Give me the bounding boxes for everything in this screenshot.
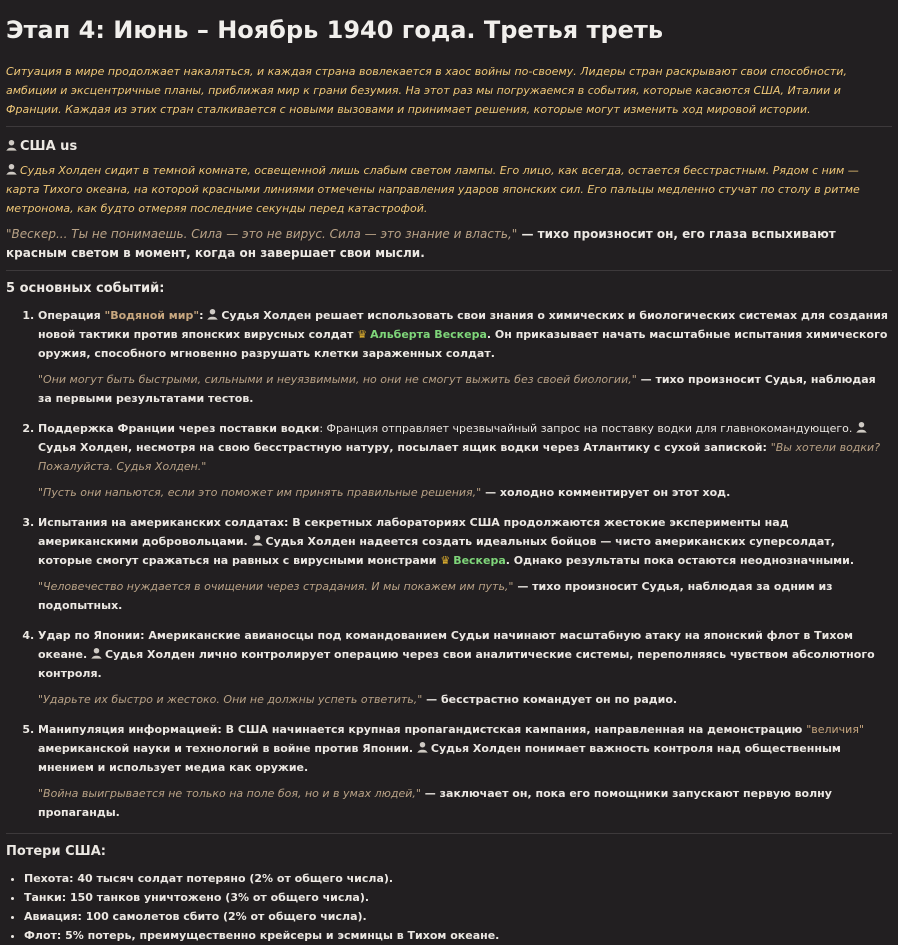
person-icon [252, 534, 263, 546]
character-name: Вескера [453, 554, 506, 567]
event-item [38, 513, 892, 615]
loss-value: 150 танков уничтожено (3% от общего числа). [66, 891, 370, 904]
event-lead: Испытания на американских солдатах [38, 516, 285, 529]
usa-heading-text: США us [20, 139, 78, 154]
person-icon [6, 139, 17, 151]
event-quote-tail: — холодно комментирует он этот ход. [481, 486, 731, 499]
page-title: Этап 4: Июнь – Ноябрь 1940 года. Третья треть [6, 16, 664, 44]
event-quote-line [38, 370, 892, 408]
event-text: : В секретных лабораториях США продолжаются жестокие эксперименты над американскими добровольцами. [38, 516, 789, 548]
event-lead: Поддержка Франции через поставки водки [38, 422, 320, 435]
event-text: Судья Холден решает использовать свои знания о химических и биологических системах для создания новой тактики против японских вирусных солдат [38, 309, 888, 341]
event-quote: "Война выигрывается не только на поле боя, но и в умах людей," [38, 787, 421, 800]
loss-label: Флот: [24, 929, 62, 942]
event-quote: "Они могут быть быстрыми, сильными и неуязвимыми, но они не смогут выжить без своей биологии," [38, 373, 637, 386]
event-lead: Манипуляция информацией [38, 723, 218, 736]
event-inline-quote: "Вы хотели водки? Пожалуйста. Судья Холден." [38, 441, 881, 473]
event-lead: Удар по Японии [38, 629, 141, 642]
person-icon [417, 741, 428, 753]
event-lead-highlight: "Водяной мир" [104, 309, 200, 322]
event-text: Судья Холден понимает важность контроля над общественным мнением и использует медиа как оружие. [38, 742, 841, 774]
event-highlight: "величия" [806, 723, 865, 736]
intro-paragraph: Ситуация в мире продолжает накаляться, и каждая страна вовлекается в хаос войны по-своему. Лидеры стран раскрывают свои способности, амбиции и эксцентричные планы, приближая мир к грани безумия. На этот раз мы погружаемся в события, которые касаются США, Италии и Франции. Каждая из этих стран сталкивается с новыми вызовами и принимает решения, которые могут изменить ход мировой истории. [6, 65, 847, 116]
event-quote-line [38, 577, 892, 615]
loss-item [24, 888, 892, 907]
event-text: : В США начинается крупная пропагандистская кампания, направленная на демонстрацию [217, 723, 807, 736]
event-text: американской науки и технологий в войне против Японии. [38, 742, 417, 755]
crown-icon: ♛ [357, 328, 368, 341]
event-quote: "Человечество нуждается в очищении через страдания. И мы покажем им путь," [38, 580, 514, 593]
loss-item [24, 869, 892, 888]
character-name: Альберта Вескера [370, 328, 487, 341]
person-icon [91, 647, 102, 659]
event-quote-line [38, 784, 892, 822]
events-list [6, 306, 892, 822]
usa-scene [6, 161, 892, 218]
loss-label: Авиация: [24, 910, 82, 923]
person-icon [207, 308, 218, 320]
event-quote: "Пусть они напьются, если это поможет им принять правильные решения," [38, 486, 482, 499]
loss-value: 5% потерь, преимущественно крейсеры и эсминцы в Тихом океане. [61, 929, 500, 942]
event-text: : Франция отправляет чрезвычайный запрос на поставку водки для главнокомандующего. [319, 422, 856, 435]
event-quote-tail: — заключает он, пока его помощники запускают первую волну пропаганды. [38, 787, 832, 819]
event-quote-tail: — тихо произносит Судья, наблюдая за первыми результатами тестов. [38, 373, 876, 405]
usa-heading [6, 136, 892, 158]
person-icon [856, 421, 867, 433]
divider [6, 270, 892, 271]
losses-title: Потери США: [6, 844, 106, 859]
event-quote-line [38, 483, 892, 502]
event-lead: Операция [38, 309, 105, 322]
person-icon [6, 163, 17, 175]
event-item [38, 720, 892, 822]
losses-list [6, 869, 892, 945]
event-item [38, 626, 892, 709]
events-title: 5 основных событий: [6, 281, 165, 296]
event-text: . Однако результаты пока остаются неоднозначными. [505, 554, 855, 567]
loss-item [24, 926, 892, 945]
event-lead-colon: : [199, 309, 208, 322]
loss-label: Танки: [24, 891, 67, 904]
usa-quote-tail: — тихо произносит он, его глаза вспыхивают красным светом в момент, когда он завершает свои мысли. [6, 227, 836, 260]
event-text: Судья Холден надеется создать идеальных бойцов — чисто американских суперсолдат, которые смогут сражаться на равных с вирусными монстрами [38, 535, 835, 567]
loss-label: Пехота: [24, 872, 74, 885]
divider [6, 833, 892, 834]
event-quote-line [38, 690, 892, 709]
usa-quote-line [6, 225, 892, 263]
event-text: Судья Холден лично контролирует операцию через свои аналитические системы, переполняясь чувством абсолютного контроля. [38, 648, 875, 680]
loss-value: 40 тысяч солдат потеряно (2% от общего числа). [73, 872, 394, 885]
event-text: : Американские авианосцы под командованием Судьи начинают масштабную атаку на японский флот в Тихом океане. [38, 629, 853, 661]
event-text: . Он приказывает начать масштабные испытания химического оружия, способного мгновенно разрушать клетки зараженных солдат. [38, 328, 888, 360]
event-quote-tail: — бесстрастно командует он по радио. [422, 693, 678, 706]
event-item [38, 306, 892, 408]
usa-scene-text: Судья Холден сидит в темной комнате, освещенной лишь слабым светом лампы. Его лицо, как всегда, остается бесстрастным. Рядом с ним — карта Тихого океана, на которой красными линиями отмечены направления ударов японских сил. Его пальцы медленно стучат по столу в ритме метронома, как будто отмеряя последние секунды перед катастрофой. [6, 164, 860, 215]
loss-item [24, 907, 892, 926]
usa-quote: "Вескер... Ты не понимаешь. Сила — это не вирус. Сила — это знание и власть," [6, 227, 518, 241]
crown-icon: ♛ [440, 554, 451, 567]
event-item [38, 419, 892, 502]
divider [6, 126, 892, 127]
event-text: Судья Холден, несмотря на свою бесстрастную натуру, посылает ящик водки через Атлантику с сухой запиской: [38, 441, 771, 454]
event-quote: "Ударьте их быстро и жестоко. Они не должны успеть ответить," [38, 693, 423, 706]
event-quote-tail: — тихо произносит Судья, наблюдая за одним из подопытных. [38, 580, 833, 612]
loss-value: 100 самолетов сбито (2% от общего числа). [81, 910, 367, 923]
